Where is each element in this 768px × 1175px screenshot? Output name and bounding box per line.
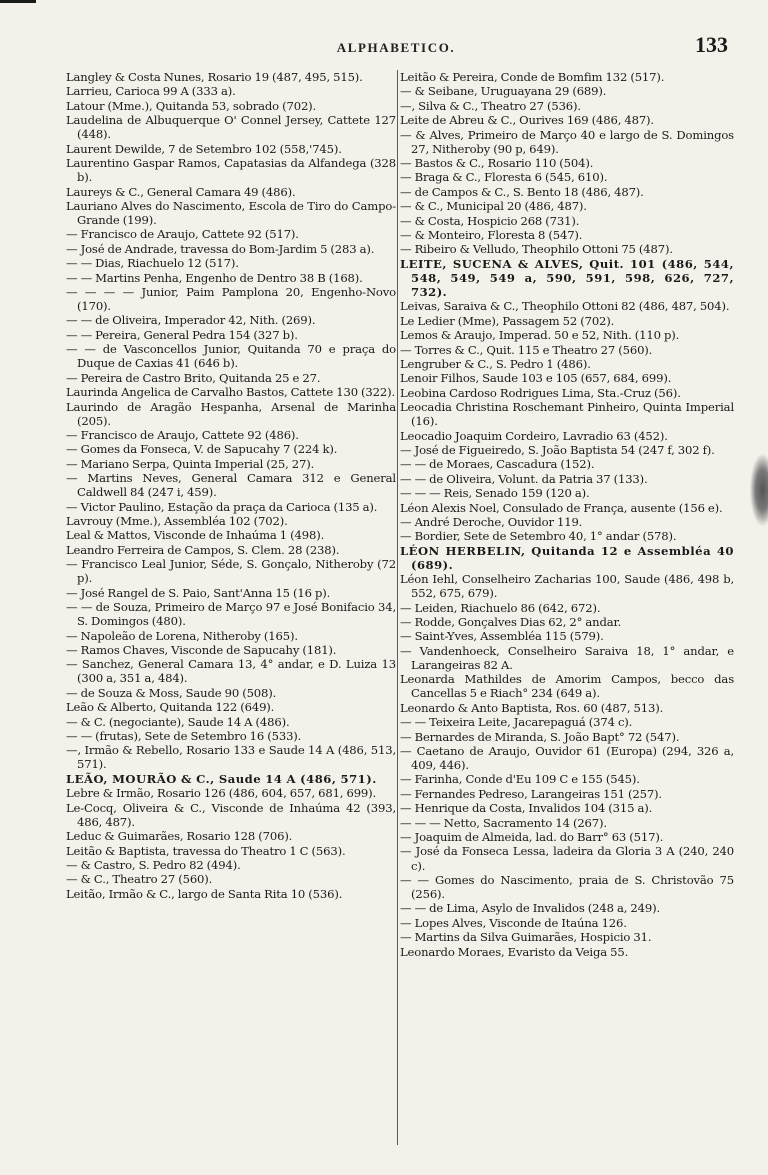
directory-entry: — — de Lima, Asylo de Invalidos (248 a, 249). <box>400 901 660 916</box>
directory-entry: Leivas, Saraiva & C., Theophilo Ottoni 82 (486, 487, 504). <box>400 299 730 314</box>
directory-entry: — Napoleão de Lorena, Nitheroby (165). <box>66 628 298 643</box>
directory-entry: — Bernardes de Miranda, S. João Bapt° 72 (547). <box>400 729 680 744</box>
directory-entry: — — — Reis, Senado 159 (120 a). <box>400 486 590 501</box>
directory-entry: — & Seibane, Uruguayana 29 (689). <box>400 84 607 99</box>
directory-entry: —, Irmão & Rebello, Rosario 133 e Saude 14 A (486, 513, 571). <box>66 743 396 772</box>
directory-entry: — Joaquim de Almeida, lad. do Barr° 63 (517). <box>400 830 664 845</box>
directory-entry: — Leiden, Riachuelo 86 (642, 672). <box>400 600 601 615</box>
directory-entry: — — (frutas), Sete de Setembro 16 (533). <box>66 729 302 743</box>
directory-entry: — Ramos Chaves, Visconde de Sapucahy (181). <box>66 642 337 657</box>
directory-entry: — — de Souza, Primeiro de Março 97 e José Bonifacio 34, S. Domingos (480). <box>66 600 396 629</box>
page-title: ALPHABETICO. <box>336 40 456 55</box>
directory-entry: — José de Figueiredo, S. João Baptista 54 (247 f, 302 f). <box>400 442 715 457</box>
directory-entry: Laurinda Angelica de Carvalho Bastos, Cattete 130 (322). <box>66 385 396 400</box>
directory-entry: — Henrique da Costa, Invalidos 104 (315 a). <box>400 801 653 816</box>
directory-entry: — Caetano de Araujo, Ouvidor 61 (Europa) (294, 326 a, 409, 446). <box>400 743 734 773</box>
directory-entry: Le-Cocq, Oliveira & C., Visconde de Inhaúma 42 (393, 486, 487). <box>66 800 396 829</box>
directory-entry: — Braga & C., Floresta 6 (545, 610). <box>400 170 608 185</box>
directory-entry: — — Martins Penha, Engenho de Dentro 38 B (168). <box>66 270 363 285</box>
page-header <box>64 30 728 56</box>
directory-entry: Leocadia Christina Roschemant Pinheiro, Quinta Imperial (16). <box>400 400 734 429</box>
directory-entry: — Pereira de Castro Brito, Quitanda 25 e 27. <box>66 370 321 385</box>
directory-entry: Laureys & C., General Camara 49 (486). <box>66 184 296 199</box>
right-column <box>400 70 734 1149</box>
directory-entry: Leão & Alberto, Quitanda 122 (649). <box>66 700 275 715</box>
directory-entry: — — Teixeira Leite, Jacarepaguá (374 c). <box>400 715 633 730</box>
directory-entry: — Francisco Leal Junior, Séde, S. Gonçalo, Nitheroby (72 p). <box>66 557 396 586</box>
directory-entry: Latour (Mme.), Quitanda 53, sobrado (702). <box>66 98 317 113</box>
directory-entry: — Fernandes Pedreso, Larangeiras 151 (257). <box>400 786 662 801</box>
directory-entry: Leitão, Irmão & C., largo de Santa Rita 10 (536). <box>66 886 343 901</box>
directory-entry: — — Dias, Riachuelo 12 (517). <box>66 256 239 271</box>
directory-entry: Leandro Ferreira de Campos, S. Clem. 28 (238). <box>66 542 340 557</box>
directory-entry: — Victor Paulino, Estação da praça da Carioca (135 a). <box>66 499 378 514</box>
directory-entry: Le Ledier (Mme), Passagem 52 (702). <box>400 313 615 328</box>
directory-entry: — & Costa, Hospicio 268 (731). <box>400 213 580 228</box>
directory-entry: — Bordier, Sete de Setembro 40, 1° andar (578). <box>400 529 677 544</box>
directory-entry: Leitão & Baptista, travessa do Theatro 1 C (563). <box>66 843 346 858</box>
directory-entry: — — de Oliveira, Imperador 42, Nith. (269). <box>66 313 316 328</box>
directory-entry: — & Castro, S. Pedro 82 (494). <box>66 857 241 872</box>
ink-blot <box>750 454 768 526</box>
directory-entry: Leobina Cardoso Rodrigues Lima, Sta.-Cruz (56). <box>400 385 681 400</box>
directory-entry: — — de Moraes, Cascadura (152). <box>400 457 595 472</box>
directory-entry: Lauriano Alves do Nascimento, Escola de Tiro do Campo-Grande (199). <box>66 198 396 228</box>
directory-entry: — Bastos & C., Rosario 110 (504). <box>400 156 594 171</box>
directory-entry: — Mariano Serpa, Quinta Imperial (25, 27). <box>66 456 315 471</box>
directory-entry: — Torres & C., Quit. 115 e Theatro 27 (560). <box>400 342 653 357</box>
directory-entry: Lenoir Filhos, Saude 103 e 105 (657, 684, 699). <box>400 371 672 386</box>
directory-entry: Leal & Mattos, Visconde de Inhaúma 1 (498). <box>66 528 325 543</box>
corner-rule <box>0 0 36 3</box>
directory-entry: — Vandenhoeck, Conselheiro Saraiva 18, 1° andar, e Larangeiras 82 A. <box>400 643 734 672</box>
directory-entry: — Farinha, Conde d'Eu 109 C e 155 (545). <box>400 772 640 787</box>
directory-entry: Lemos & Araujo, Imperad. 50 e 52, Nith. (110 p). <box>400 328 680 343</box>
directory-entry: —, Silva & C., Theatro 27 (536). <box>400 98 581 113</box>
directory-entry: Léon Iehl, Conselheiro Zacharias 100, Saude (486, 498 b, 552, 675, 679). <box>400 572 734 601</box>
directory-entry: Leonardo & Anto Baptista, Ros. 60 (487, 513). <box>400 700 664 715</box>
directory-entry: Leocadio Joaquim Cordeiro, Lavradio 63 (452). <box>400 428 668 443</box>
directory-entry: Laurindo de Aragão Hespanha, Arsenal de Marinha (205). <box>66 399 396 428</box>
directory-entry: — Martins da Silva Guimarães, Hospicio 31. <box>400 930 652 945</box>
directory-entry: — — Gomes do Nascimento, praia de S. Christovão 75 (256). <box>400 872 734 901</box>
directory-entry: Leitão & Pereira, Conde de Bomfim 132 (517). <box>400 70 665 84</box>
directory-entry: Lengruber & C., S. Pedro 1 (486). <box>400 356 591 371</box>
directory-entry: Langley & Costa Nunes, Rosario 19 (487, 495, 515). <box>66 70 363 84</box>
directory-entry: — José de Andrade, travessa do Bom-Jardim 5 (283 a). <box>66 241 375 256</box>
directory-entry: — Sanchez, General Camara 13, 4° andar, e D. Luiza 13 (300 a, 351 a, 484). <box>66 657 396 686</box>
directory-entry: — & C., Municipal 20 (486, 487). <box>400 199 587 214</box>
directory-entry: — Ribeiro & Velludo, Theophilo Ottoni 75 (487). <box>400 242 673 257</box>
directory-entry: — — de Vasconcellos Junior, Quitanda 70 e praça do Duque de Caxias 41 (646 b). <box>66 342 396 371</box>
directory-entry: — Martins Neves, General Camara 312 e General Caldwell 84 (247 i, 459). <box>66 471 396 500</box>
directory-entry: LEITE, SUCENA & ALVES, Quit. 101 (486, 544, 548, 549, 549 a, 590, 591, 598, 626, 727, 732). <box>400 256 734 299</box>
directory-entry: Larrieu, Carioca 99 A (333 a). <box>66 84 236 99</box>
directory-entry: Laudelina de Albuquerque O' Connel Jersey, Cattete 127 (448). <box>66 113 396 142</box>
directory-entry: — Gomes da Fonseca, V. de Sapucahy 7 (224 k). <box>66 442 338 457</box>
page-number: 133 <box>695 32 728 57</box>
directory-entry: Laurent Dewilde, 7 de Setembro 102 (558,'745). <box>66 141 342 156</box>
directory-entry: — de Souza & Moss, Saude 90 (508). <box>66 685 277 700</box>
directory-entry: — & C. (negociante), Saude 14 A (486). <box>66 714 290 729</box>
directory-entry: — Francisco de Araujo, Cattete 92 (517). <box>66 227 299 242</box>
directory-entry: — de Campos & C., S. Bento 18 (486, 487). <box>400 184 644 199</box>
directory-entry: — José da Fonseca Lessa, ladeira da Gloria 3 A (240, 240 c). <box>400 844 734 873</box>
directory-entry: — — — — Junior, Paim Pamplona 20, Engenho-Novo (170). <box>66 284 396 314</box>
directory-entry: Leduc & Guimarães, Rosario 128 (706). <box>66 829 293 844</box>
directory-entry: LÉON HERBELIN, Quitanda 12 e Assembléa 40 (689). <box>400 543 734 572</box>
directory-entry: Léon Alexis Noel, Consulado de França, ausente (156 e). <box>400 500 723 515</box>
directory-entry: — Francisco de Araujo, Cattete 92 (486). <box>66 427 299 442</box>
directory-entry: — André Deroche, Ouvidor 119. <box>400 514 583 529</box>
directory-entry: — José Rangel de S. Paio, Sant'Anna 15 (16 p). <box>66 585 331 600</box>
directory-entry: Leite de Abreu & C., Ourives 169 (486, 487). <box>400 113 654 128</box>
directory-entry: Laurentino Gaspar Ramos, Capatasias da Alfandega (328 b). <box>66 156 396 185</box>
directory-entry: — — — Netto, Sacramento 14 (267). <box>400 815 607 830</box>
directory-entry: — Rodde, Gonçalves Dias 62, 2° andar. <box>400 615 622 630</box>
directory-entry: — Lopes Alves, Visconde de Itaúna 126. <box>400 915 627 930</box>
directory-entry: Leonardo Moraes, Evaristo da Veiga 55. <box>400 944 629 959</box>
column-divider <box>397 70 398 1145</box>
directory-entry: — Saint-Yves, Assembléa 115 (579). <box>400 629 604 644</box>
directory-entry: Leonarda Mathildes de Amorim Campos, becco das Cancellas 5 e Riach° 234 (649 a). <box>400 672 734 701</box>
directory-entry: Lebre & Irmão, Rosario 126 (486, 604, 657, 681, 699). <box>66 786 377 801</box>
directory-entry: — & Monteiro, Floresta 8 (547). <box>400 228 583 242</box>
directory-entry: — & C., Theatro 27 (560). <box>66 872 213 887</box>
left-column <box>66 70 396 1149</box>
directory-entry: — — Pereira, General Pedra 154 (327 b). <box>66 327 298 342</box>
directory-entry: — & Alves, Primeiro de Março 40 e largo de S. Domingos 27, Nitheroby (90 p, 649). <box>400 127 734 156</box>
directory-entry: LEÃO, MOURÃO & C., Saude 14 A (486, 571). <box>66 771 377 786</box>
directory-entry: Lavrouy (Mme.), Assembléa 102 (702). <box>66 514 288 529</box>
directory-entry: — — de Oliveira, Volunt. da Patria 37 (133). <box>400 471 648 486</box>
